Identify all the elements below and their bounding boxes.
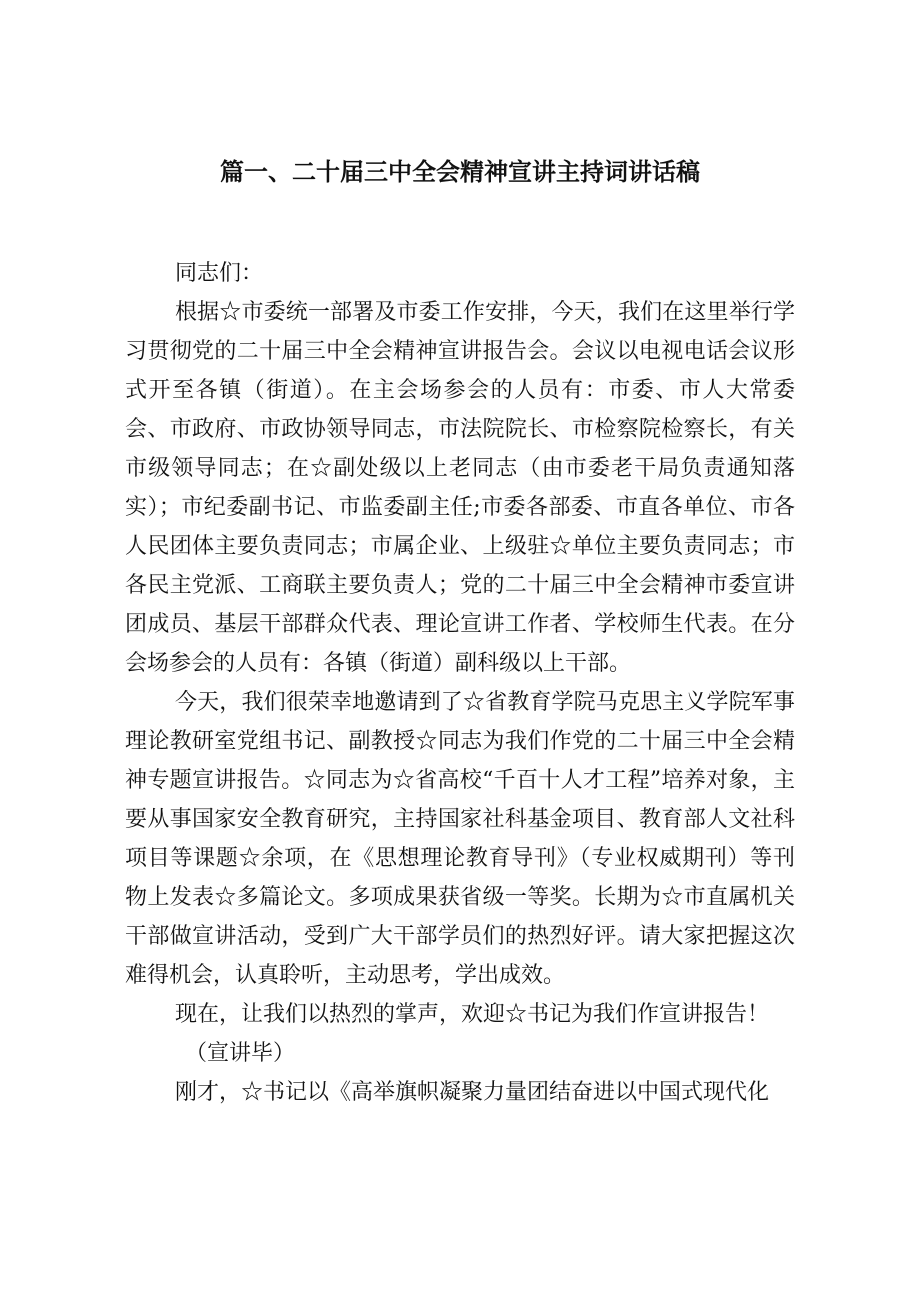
salutation: 同志们： [175, 261, 264, 286]
paragraph-welcome: 现在，让我们以热烈的掌声，欢迎☆书记为我们作宣讲报告！ [175, 1002, 770, 1027]
paragraph-closing: 刚才，☆书记以《高举旗帜凝聚力量团结奋进以中国式现代化 [175, 1080, 770, 1105]
document-body [125, 254, 795, 1112]
paragraph-opening: 根据☆市委统一部署及市委工作安排，今天，我们在这里举行学习贯彻党的二十届三中全会精神宣讲报告会。会议以电视电话会议形式开至各镇（街道）。在主会场参会的人员有：市委、市人大常委会、市政府、市政协领导同志，市法院院长、市检察院检察长，有关市级领导同志；在☆副处级以上老同志（由市委老干局负责通知落实）；市纪委副书记、市监委副主任;市委各部委、市直各单位、市各人民团体主要负责同志；市属企业、上级驻☆单位主要负责同志；市各民主党派、工商联主要负责人；党的二十届三中全会精神市委宣讲团成员、基层干部群众代表、理论宣讲工作者、学校师生代表。在分会场参会的人员有：各镇（街道）副科级以上干部。 [125, 300, 795, 676]
document-title: 篇一、二十届三中全会精神宣讲主持词讲话稿 [220, 158, 700, 186]
stage-note: （宣讲毕） [185, 1041, 296, 1066]
paragraph-speaker-intro: 今天，我们很荣幸地邀请到了☆省教育学院马克思主义学院军事理论教研室党组书记、副教授☆同志为我们作党的二十届三中全会精神专题宣讲报告。☆同志为☆省高校“千百十人才工程”培养对象，主要从事国家安全教育研究，主持国家社科基金项目、教育部人文社科项目等课题☆余项，在《思想理论教育导刊》（专业权威期刊）等刊物上发表☆多篇论文。多项成果获省级一等奖。长期为☆市直属机关干部做宣讲活动，受到广大干部学员们的热烈好评。请大家把握这次难得机会，认真聆听，主动思考，学出成效。 [125, 690, 795, 988]
